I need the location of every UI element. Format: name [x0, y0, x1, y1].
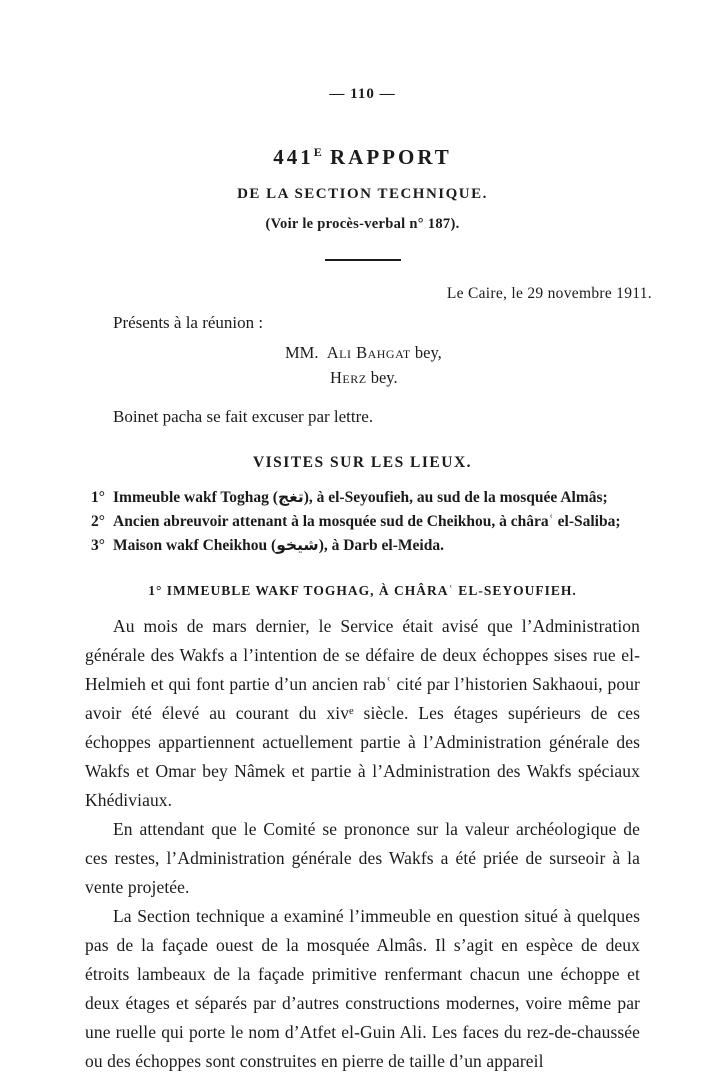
visits-heading: VISITES SUR LES LIEUX.: [252, 454, 473, 471]
section-divider: [325, 259, 401, 261]
body-paragraph: Au mois de mars dernier, le Service était avisé que l’Administration générale des Wakfs a l’intention de se défaire de deux échoppes sises rue el-Helmieh et qui font partie d’un ancien rabʿ cité par l’historien Sakhaoui, pour avoir été élevé au courant du xivᵉ siècle. Les étages supérieurs de ces échoppes appartiennent actuellement partie à l’Administration générale des Wakfs et Omar bey Nâmek et partie à l’Administration des Wakfs spéciaux Khédiviaux.: [85, 616, 640, 810]
visit-item: [91, 510, 640, 534]
visit-number: 1°: [91, 489, 105, 506]
visit-item: [91, 534, 640, 558]
visit-number: 2°: [91, 513, 105, 530]
attendee-suffix: bey.: [370, 368, 398, 387]
attendee-line: [330, 365, 640, 390]
section-heading: 1° IMMEUBLE WAKF TOGHAG, À CHÂRAʿ EL-SEYOUFIEH.: [148, 583, 577, 598]
visit-text: Ancien abreuvoir attenant à la mosquée sud de Cheikhou, à châraʿ el-Saliba;: [113, 513, 621, 530]
visit-text: Maison wakf Cheikhou (شيخو), à Darb el-Meida.: [113, 537, 444, 554]
attendees-prefix: MM.: [285, 343, 319, 362]
dateline: Le Caire, le 29 novembre 1911.: [446, 285, 652, 302]
visit-number: 3°: [91, 537, 105, 554]
report-title: [85, 145, 640, 170]
report-subtitle: DE LA SECTION TECHNIQUE.: [237, 186, 488, 202]
body-text: [85, 612, 640, 1076]
attendees-list: [85, 340, 640, 390]
page-number: — 110 —: [329, 86, 396, 102]
attendee-name: Ali Bahgat: [326, 343, 411, 362]
attendee-name: Herz: [330, 368, 367, 387]
presents-label: Présents à la réunion :: [113, 313, 264, 332]
report-reference: (Voir le procès-verbal n° 187).: [265, 216, 460, 232]
report-title-ordinal: E: [313, 145, 322, 159]
attendee-line: [285, 340, 640, 365]
report-title-number: 441: [273, 145, 314, 169]
report-title-word: RAPPORT: [330, 145, 452, 169]
visit-item: [91, 486, 640, 510]
body-paragraph: La Section technique a examiné l’immeuble en question situé à quelques pas de la façade ouest de la mosquée Almâs. Il s’agit en espèce de deux étroits lambeaux de la façade primitive renfermant chacun une échoppe et deux étages et séparés par d’autres constructions modernes, voire même par une ruelle qui porte le nom d’Atfet el-Guin Ali. Les faces du rez-de-chaussée ou des échoppes sont construites en pierre de taille d’un appareil: [85, 906, 640, 1071]
body-paragraph: En attendant que le Comité se prononce sur la valeur archéologique de ces restes, l’Administration générale des Wakfs a été priée de surseoir à la vente projetée.: [85, 819, 640, 897]
attendee-suffix: bey,: [414, 343, 442, 362]
visits-list: [91, 486, 640, 558]
visit-text: Immeuble wakf Toghag (تغج), à el-Seyoufieh, au sud de la mosquée Almâs;: [113, 489, 608, 506]
excuse-note: Boinet pacha se fait excuser par lettre.: [113, 407, 374, 426]
